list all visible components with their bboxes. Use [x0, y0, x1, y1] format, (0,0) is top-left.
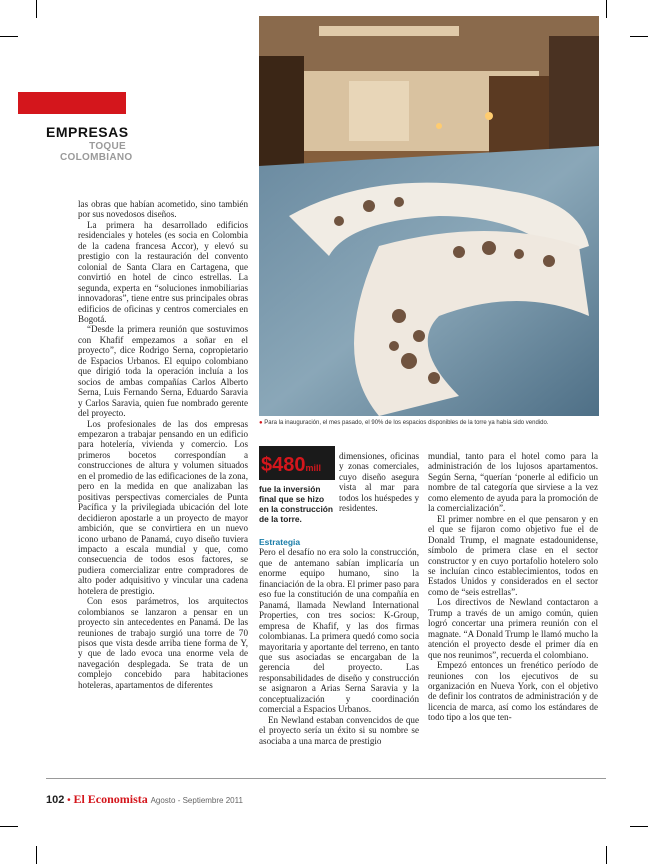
bullet-icon: ●	[259, 420, 263, 426]
article-column-3	[428, 451, 598, 723]
footer-rule	[46, 778, 606, 779]
issue-date: Agosto - Septiembre 2011	[150, 796, 243, 805]
caption-text: Para la inauguración, el mes pasado, el 90% de los espacios disponibles de la torre ya había sido vendido.	[264, 420, 549, 426]
pull-quote-text: fue la inversión final que se hizo en la construcción de la torre.	[259, 484, 333, 524]
pull-quote-figure	[259, 446, 335, 480]
paragraph: El primer nombre en el que pensaron y en el que se fijaron como objetivo fue el de Donald Trump, el magnate estadounidense, símbolo de primera clase en el sector constructor y en cuyo portafolio hotelero solo se incluían cinco establecimientos, todos en Estados Unidos y considerados en el sector como de “seis estrellas”.	[428, 513, 598, 597]
bullet-icon: •	[67, 795, 71, 806]
section-color-bar	[18, 92, 126, 114]
section-subtitle: TOQUE COLOMBIANO	[60, 141, 133, 163]
page-number: 102	[46, 794, 65, 806]
crop-mark	[606, 0, 607, 18]
paragraph: Los profesionales de las dos empresas empezaron a trabajar pensando en un edificio para hotelería, vivienda y comercio. Los primeros bocetos correspondían a construcciones de altura y volumen situados en el promedio de las edificaciones de la zona, pero en la medida en que analizaban las positivas perspectivas comerciales de Punta Pacífica y la privilegiada ubicación del lote decidieron apostarle a un proyecto de mayor ambición, que se convirtiera en un nuevo icono urbano de Panamá, cuyo diseño tuviera impacto a escala mundial y que, como consecuencia de todos esos factores, se pudiera comercializar entre compradores de alto poder adquisitivo y vincular una cadena hotelera de prestigio.	[78, 418, 248, 596]
crop-mark	[36, 846, 37, 864]
paragraph: “Desde la primera reunión que sostuvimos con Khafif empezamos a soñar en el proyecto”, dice Rodrigo Serna, copropietario de Espacios Urbanos. El equipo colombiano que dirigió toda la operación incluía a los socios de ambas compañías Carlos Alberto Serna, Luis Fernando Serna, Eduardo Saravia y Carlos Saravia, quien fue nombrado gerente del proyecto.	[78, 324, 248, 419]
pull-quote-unit: mill	[305, 463, 322, 473]
crop-mark	[630, 826, 648, 827]
crop-mark	[630, 36, 648, 37]
page-footer	[46, 792, 243, 807]
crop-mark	[606, 846, 607, 864]
paragraph: Empezó entonces un frenético período de reuniones con los ejecutivos de su organización en Nueva York, con el objetivo de definir los contratos de administración y de licencia de marca, así como los estándares de todo tipo a los que ten-	[428, 660, 598, 723]
paragraph: dimensiones, oficinas y zonas comerciales, cuyo diseño asegura vista al mar para todos los huéspedes y residentes.	[339, 451, 419, 514]
paragraph: mundial, tanto para el hotel como para la administración de los lujosos apartamentos. Según Serna, “querían ‘ponerle al edificio un nombre de tal categoría que sirviese a la vez como elemento de ayuda para la promoción de la comercialización”.	[428, 451, 598, 514]
lobby-photo	[259, 16, 599, 416]
pull-quote-amount: $480	[261, 454, 306, 476]
paragraph: Pero el desafío no era solo la construcción, que de antemano sabían implicaría un enorme equipo humano, sino la financiación de la obra. El primer paso para eso fue la constitución de una compañía en Panamá, llamada Newland International Properties, con tres socios: K-Group, empresa de Khafif, y las dos firmas colombianas. La primera quedó como socia mayoritaria y aportante del terreno, en tanto que sus asociadas se encargaban de la gerencia del proyecto. Las responsabilidades de diseño y construcción se asignaron a Arias Serna Saravia y la conceptualización y coordinación comercial a Espacios Urbanos.	[259, 547, 419, 715]
section-title: EMPRESAS	[46, 124, 129, 140]
pull-quote	[259, 446, 335, 524]
paragraph: En Newland estaban convencidos de que el proyecto sería un éxito si su nombre se asociaba a una marca de prestigio	[259, 714, 419, 746]
article-column-1	[78, 199, 248, 690]
paragraph: Con esos parámetros, los arquitectos colombianos se lanzaron a pensar en un proyecto sin antecedentes en Panamá. De las reuniones de trabajo surgió una torre de 70 pisos que vista desde arriba tiene forma de Y, y que de lado evoca una enorme vela de navegación desplegada. Se trata de un complejo concebido para habitaciones hoteleras, apartamentos de diferentes	[78, 596, 248, 690]
crop-mark	[0, 826, 18, 827]
crop-mark	[0, 36, 18, 37]
paragraph: Los directivos de Newland contactaron a Trump a través de un amigo común, quien logró concertar una primera reunión con el magnate. “A Donald Trump le llamó mucho la atención el proyecto desde el primer día en que nos reunimos”, recuerda el colombiano.	[428, 597, 598, 660]
subheading: Estrategia	[259, 537, 301, 547]
paragraph: La primera ha desarrollado edificios residenciales y hoteles (es socia en Colombia de la cadena francesa Accor), y elevó su prestigio con la restauración del convento colonial de Santa Clara en Cartagena, que convirtió en hotel de cinco estrellas. La segunda, experta en “soluciones inmobiliarias innovadoras”, tiene entre sus principales obras edificios de oficinas y centros comerciales en Bogotá.	[78, 219, 248, 324]
paragraph: las obras que habían acometido, sino también por sus novedosos diseños.	[78, 199, 248, 220]
crop-mark	[36, 0, 37, 18]
photo-caption	[259, 420, 599, 426]
magazine-name: El Economista	[73, 792, 148, 806]
column-2-top	[339, 451, 419, 514]
